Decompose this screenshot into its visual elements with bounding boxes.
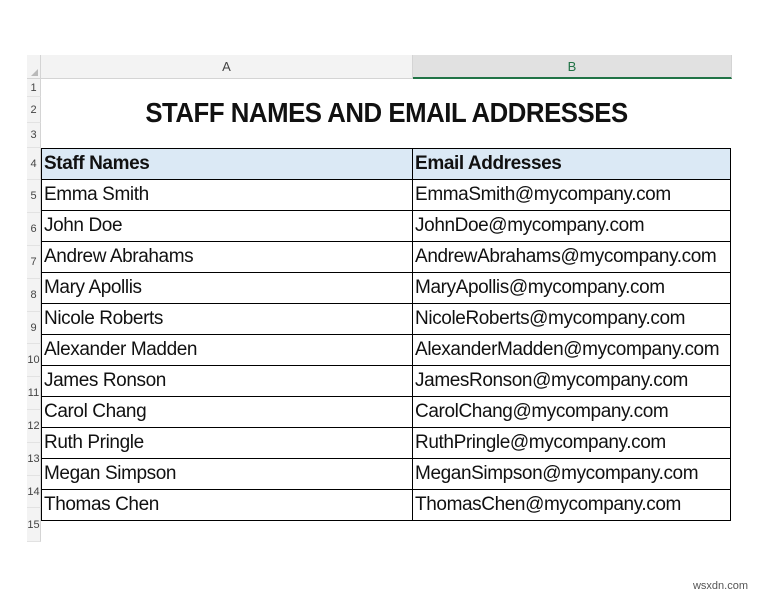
row-header-13[interactable]: 13 <box>27 443 41 476</box>
row-header-4[interactable]: 4 <box>27 148 41 180</box>
cell-email[interactable]: ThomasChen@mycompany.com <box>413 490 731 521</box>
spreadsheet-grid <box>27 55 732 545</box>
sheet-title[interactable]: STAFF NAMES AND EMAIL ADDRESSES <box>145 97 628 128</box>
row-header-7[interactable]: 7 <box>27 246 41 279</box>
cell-name[interactable]: Andrew Abrahams <box>42 242 413 273</box>
cell-email[interactable]: AlexanderMadden@mycompany.com <box>413 335 731 366</box>
cell-email[interactable]: JamesRonson@mycompany.com <box>413 366 731 397</box>
cell-name[interactable]: Alexander Madden <box>42 335 413 366</box>
cell-name[interactable]: Emma Smith <box>42 180 413 211</box>
cell-email[interactable]: RuthPringle@mycompany.com <box>413 428 731 459</box>
column-header-a[interactable]: A <box>41 55 413 79</box>
select-all-triangle-icon <box>31 69 38 76</box>
cell-name[interactable]: Carol Chang <box>42 397 413 428</box>
table-row <box>42 428 731 459</box>
row-header-11[interactable]: 11 <box>27 377 41 410</box>
cell-name[interactable]: Megan Simpson <box>42 459 413 490</box>
row-header-12[interactable]: 12 <box>27 410 41 443</box>
table-row <box>42 304 731 335</box>
table-header-row <box>42 149 731 180</box>
row-header-2[interactable]: 2 <box>27 97 41 123</box>
cell-name[interactable]: Nicole Roberts <box>42 304 413 335</box>
header-cell-email-addresses[interactable]: Email Addresses <box>413 149 731 180</box>
cell-email[interactable]: MaryApollis@mycompany.com <box>413 273 731 304</box>
row-header-5[interactable]: 5 <box>27 180 41 213</box>
column-header-b[interactable]: B <box>413 55 732 79</box>
table-row <box>42 490 731 521</box>
cell-name[interactable]: James Ronson <box>42 366 413 397</box>
table-row <box>42 242 731 273</box>
header-cell-staff-names[interactable]: Staff Names <box>42 149 413 180</box>
cell-email[interactable]: MeganSimpson@mycompany.com <box>413 459 731 490</box>
cell-email[interactable]: JohnDoe@mycompany.com <box>413 211 731 242</box>
cell-email[interactable]: CarolChang@mycompany.com <box>413 397 731 428</box>
row-header-6[interactable]: 6 <box>27 213 41 246</box>
table-row <box>42 335 731 366</box>
table-row <box>42 366 731 397</box>
cell-name[interactable]: Ruth Pringle <box>42 428 413 459</box>
row-header-9[interactable]: 9 <box>27 312 41 344</box>
staff-table <box>41 148 731 521</box>
row-header-14[interactable]: 14 <box>27 476 41 508</box>
cell-email[interactable]: AndrewAbrahams@mycompany.com <box>413 242 731 273</box>
table-row <box>42 459 731 490</box>
cell-name[interactable]: Mary Apollis <box>42 273 413 304</box>
cell-name[interactable]: John Doe <box>42 211 413 242</box>
table-row <box>42 397 731 428</box>
row-header-10[interactable]: 10 <box>27 344 41 377</box>
row-header-3[interactable]: 3 <box>27 123 41 148</box>
row-header-1[interactable]: 1 <box>27 79 41 97</box>
table-row <box>42 211 731 242</box>
watermark: wsxdn.com <box>692 580 748 592</box>
table-row <box>42 273 731 304</box>
cell-name[interactable]: Thomas Chen <box>42 490 413 521</box>
table-row <box>42 180 731 211</box>
cell-email[interactable]: NicoleRoberts@mycompany.com <box>413 304 731 335</box>
cell-email[interactable]: EmmaSmith@mycompany.com <box>413 180 731 211</box>
row-header-8[interactable]: 8 <box>27 279 41 312</box>
select-all-corner[interactable] <box>27 55 41 79</box>
row-header-15[interactable]: 15 <box>27 508 41 542</box>
